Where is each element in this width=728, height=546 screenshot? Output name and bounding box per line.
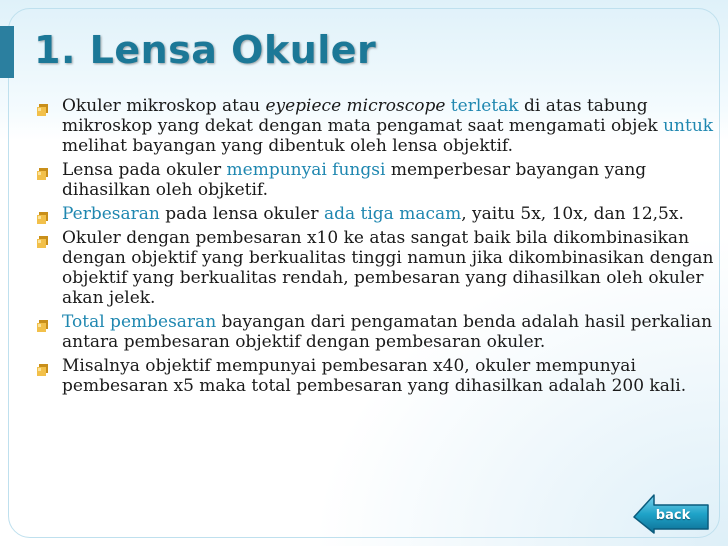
bullet-square-icon [36, 317, 49, 330]
bullet-item-1 [36, 96, 716, 156]
back-button-label: back [655, 508, 691, 523]
bullet-square-icon [36, 209, 49, 222]
bullet-item-2 [36, 160, 716, 200]
bullet-text: memperbesar bayangan yang dihasilkan oleh objketif. [62, 160, 647, 200]
bullet-text: , yaitu 5x, 10x, dan 12,5x. [461, 204, 684, 224]
bullet-square-icon [36, 101, 49, 114]
back-button[interactable] [632, 491, 712, 535]
bullet-item-4 [36, 228, 716, 308]
bullet-text: Okuler dengan pembesaran x10 ke atas sangat baik bila dikombinasikan dengan objektif yang berkualitas tinggi namun jika dikombinasikan dengan objektif yang berkualitas rendah, pembesaran yang dihasilkan oleh okuler akan jelek. [62, 228, 714, 308]
bullet-text: di atas tabung mikroskop yang dekat dengan mata pengamat saat mengamati objek [62, 96, 664, 136]
bullet-text: Okuler mikroskop atau [62, 96, 266, 116]
title-accent-bar [0, 26, 14, 78]
bullet-square-icon [36, 165, 49, 178]
highlighted-term: untuk [663, 116, 714, 136]
bullet-text: melihat bayangan yang dibentuk oleh lensa objektif. [62, 136, 514, 156]
highlighted-term: terletak [450, 96, 519, 116]
bullet-square-icon [36, 361, 49, 374]
bullet-item-5 [36, 312, 716, 352]
bullet-item-3 [36, 204, 716, 224]
bullet-text: Lensa pada okuler [62, 160, 227, 180]
bullet-item-6 [36, 356, 716, 396]
highlighted-term: ada tiga macam [323, 204, 462, 224]
bullet-text: Misalnya objektif mempunyai pembesaran x40, okuler mempunyai pembesaran x5 maka total pembesaran yang dihasilkan adalah 200 kali. [62, 356, 687, 396]
highlighted-term: mempunyai fungsi [226, 160, 386, 180]
bullet-text: pada lensa okuler [159, 204, 324, 224]
bullet-text-italic: eyepiece microscope [265, 96, 446, 116]
slide-title: 1. Lensa Okuler [34, 28, 377, 72]
bullet-square-icon [36, 233, 49, 246]
bullet-text: bayangan dari pengamatan benda adalah hasil perkalian antara pembesaran objektif dengan pembesaran okuler. [62, 312, 713, 352]
bullet-list [36, 96, 716, 400]
highlighted-term: Total pembesaran [62, 312, 217, 332]
highlighted-term: Perbesaran [62, 204, 160, 224]
